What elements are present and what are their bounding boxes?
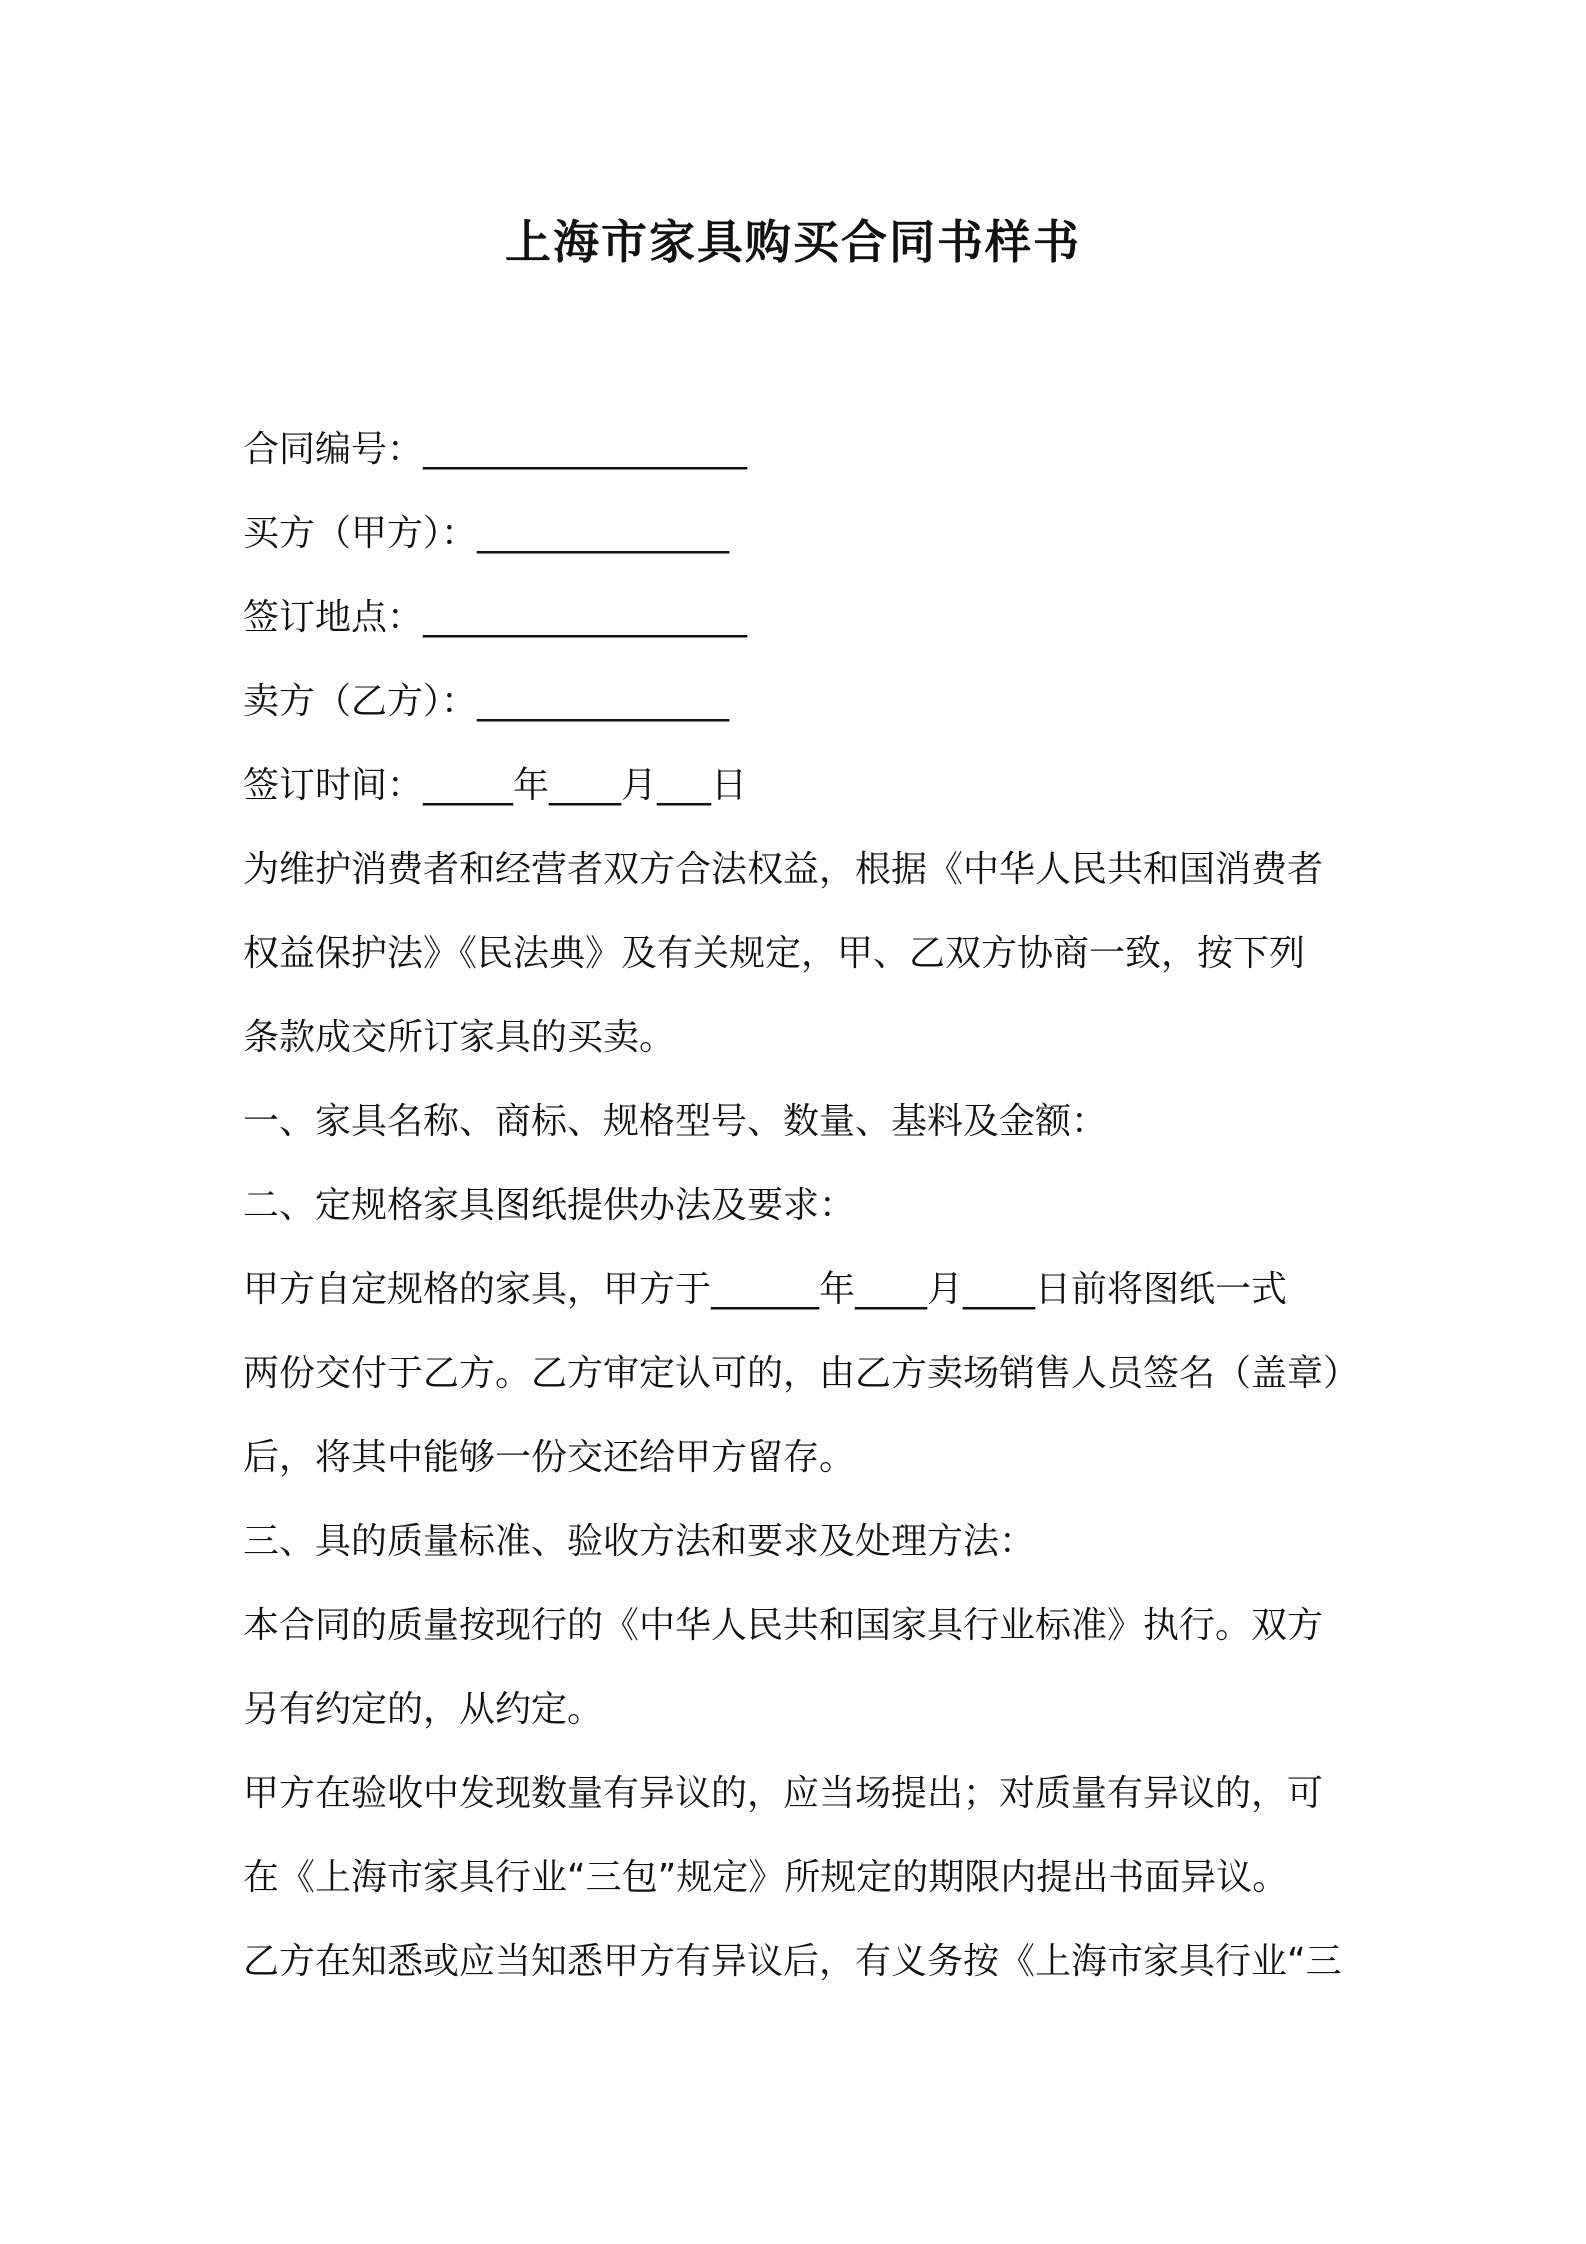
paragraph-line: 后，将其中能够一份交还给甲方留存。 (243, 1437, 856, 1478)
paragraph-line: 甲方在验收中发现数量有异议的，应当场提出；对质量有异议的，可 (243, 1773, 1324, 1814)
paragraph-line: 本合同的质量按现行的《中华人民共和国家具行业标准》执行。双方 (243, 1605, 1324, 1646)
section-heading-2: 二、定规格家具图纸提供办法及要求： (243, 1185, 856, 1226)
signing-place-field: 签订地点：__________________ (243, 597, 748, 638)
paragraph-line: 另有约定的，从约定。 (243, 1689, 604, 1730)
paragraph-line: 为维护消费者和经营者双方合法权益，根据《中华人民共和国消费者 (243, 849, 1324, 890)
paragraph-line: 甲方自定规格的家具，甲方于______年____月____日前将图纸一式 (243, 1269, 1288, 1310)
signing-date-field: 签订时间：_____年____月___日 (243, 765, 748, 806)
paragraph-line: 两份交付于乙方。乙方审定认可的，由乙方卖场销售人员签名（盖章） (243, 1353, 1360, 1394)
buyer-field: 买方（甲方）：______________ (243, 513, 730, 554)
paragraph-line: 权益保护法》《民法典》及有关规定，甲、乙双方协商一致，按下列 (243, 933, 1306, 974)
paragraph-line: 条款成交所订家具的买卖。 (243, 1017, 676, 1058)
seller-field: 卖方（乙方）：______________ (243, 681, 730, 722)
section-heading-1: 一、家具名称、商标、规格型号、数量、基料及金额： (243, 1101, 1108, 1142)
document-title: 上海市家具购买合同书样书 (505, 215, 1081, 269)
paragraph-line: 在《上海市家具行业“三包”规定》所规定的期限内提出书面异议。 (243, 1857, 1289, 1898)
contract-number-field: 合同编号：__________________ (243, 429, 748, 470)
section-heading-3: 三、具的质量标准、验收方法和要求及处理方法： (243, 1521, 1036, 1562)
document-body (243, 408, 1363, 2004)
paragraph-line: 乙方在知悉或应当知悉甲方有异议后，有义务按《上海市家具行业“三 (243, 1941, 1342, 1982)
